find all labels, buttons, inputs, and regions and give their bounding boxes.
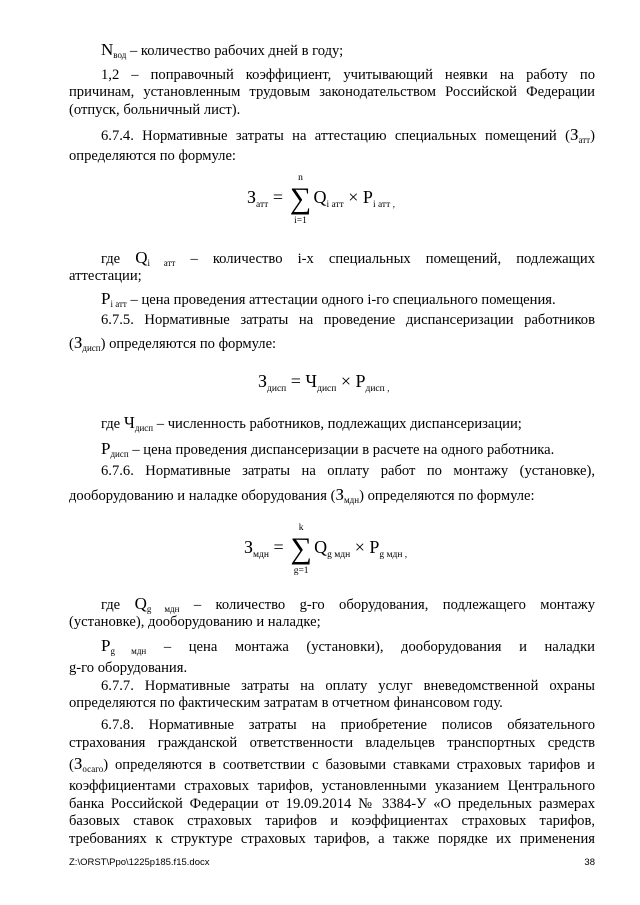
text-line: где $Ч_{дисп}$ – численность работников, подлежащих диспансеризации; xyxy=(101,413,522,433)
text-line: банка Российской Федерации от 19.09.2014 № 3384-У «О предельных размерах xyxy=(69,796,595,812)
text-line: $(З_{дисп})$ определяются по формуле: xyxy=(69,333,277,353)
text-line: где $Q_{i атт}$ – количество i-х специальных помещений, подлежащих xyxy=(101,248,595,268)
text-line: коэффициентами страховых тарифов, установленными указанием Центрального xyxy=(69,778,595,794)
text-line: $P_{g мдн}$ – цена монтажа (установки), дооборудования и наладки xyxy=(101,636,595,656)
text-line: определяются по фактическим затратам в отчетном финансовом году. xyxy=(69,695,503,711)
sum-symbol: n ∑ i=1 xyxy=(289,173,312,226)
text-line: дооборудованию и наладке оборудования $(З_{мдн})$ определяются по формуле: xyxy=(69,485,535,505)
text-line: где $Q_{g мдн}$ – количество g-го оборудования, подлежащего монтажу xyxy=(101,594,596,614)
text-line: требованиях к структуре страховых тарифов, а также порядке их применения xyxy=(69,831,595,847)
paragraph-heading: 6.7.5. Нормативные затраты на проведение диспансеризации работников xyxy=(101,312,595,328)
formula-attestation: $З_{атт}$ = n ∑ i=1 $Q_{i атт} \times P_{i атт}$ $_,$ xyxy=(247,173,395,226)
text-line: $P_{i атт}$ – цена проведения аттестации одного i-го специального помещения. xyxy=(101,289,556,309)
text-line: аттестации; xyxy=(69,268,142,284)
text-line: $P_{дисп}$ – цена проведения диспансеризации в расчете на одного работника. xyxy=(101,439,555,459)
formula-dispanserization: $З_{дисп} = Ч_{дисп} \times P_{дисп}$ $_,$ xyxy=(258,371,390,394)
footer-file-path: Z:\ORST\Ppo\1225p185.f15.docx xyxy=(69,857,210,868)
text-line: $(З_{осаго})$ определяются в соответствии с базовыми ставками страховых тарифов и xyxy=(69,754,595,774)
text-line: g-го оборудования. xyxy=(69,660,188,676)
text-line: причинам, установленным трудовым законодательством Российской Федерации xyxy=(69,84,595,100)
text-line: страхования гражданской ответственности владельцев транспортных средств xyxy=(69,735,595,751)
page-number: 38 xyxy=(584,857,595,868)
text-line: определяются по формуле: xyxy=(69,148,236,164)
paragraph-heading: 6.7.8. Нормативные затраты на приобретение полисов обязательного xyxy=(101,717,595,733)
text-line: (отпуск, больничный лист). xyxy=(69,102,241,118)
sum-symbol: k ∑ g=1 xyxy=(290,523,312,576)
paragraph-heading: 6.7.7. Нормативные затраты на оплату услуг вневедомственной охраны xyxy=(101,678,595,694)
paragraph-heading: 6.7.6. Нормативные затраты на оплату работ по монтажу (установке), xyxy=(101,463,595,479)
paragraph-heading: 6.7.4. Нормативные затраты на аттестацию специальных помещений $(З_{атт})$ xyxy=(101,125,595,145)
text-line: 1,2 – поправочный коэффициент, учитывающий неявки на работу по xyxy=(101,67,595,83)
formula-mounting: $З_{мдн}$ = k ∑ g=1 $Q_{g мдн} \times P_{g мдн}$ $_,$ xyxy=(244,523,408,576)
text-line: базовых ставок страховых тарифов и коэффициентах страховых тарифов, xyxy=(69,813,595,829)
text-line: (установке), дооборудованию и наладке; xyxy=(69,614,321,630)
text-line: $N_{вод}$ – количество рабочих дней в году; xyxy=(101,40,344,60)
